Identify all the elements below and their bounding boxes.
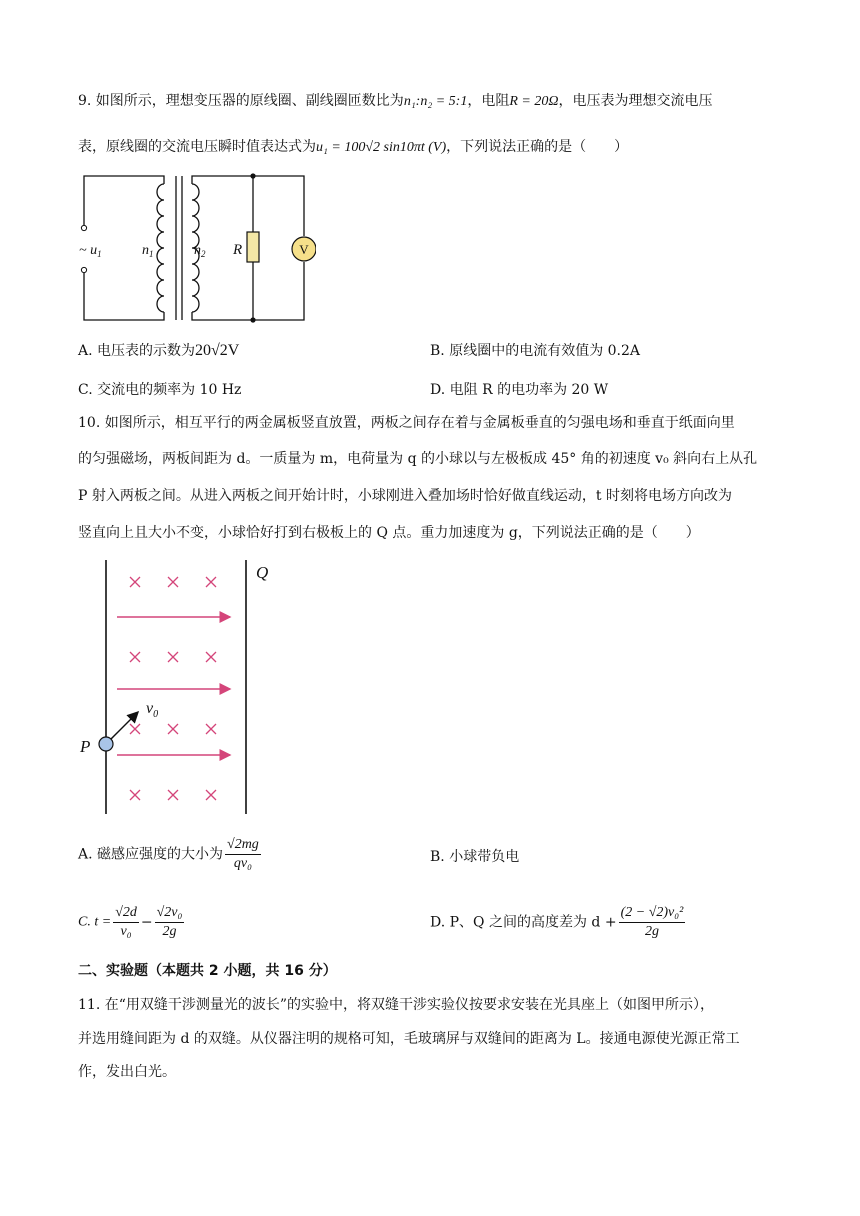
q9-option-d: D. 电阻 R 的电功率为 20 W bbox=[430, 382, 609, 398]
n2-label: n bbox=[194, 243, 201, 258]
q10-line1: 10. 如图所示，相互平行的两金属板竖直放置，两板之间存在着与金属板垂直的匀强电场和垂直于纸面向里 bbox=[78, 415, 735, 431]
q11-line3: 作，发出白光。 bbox=[78, 1064, 176, 1080]
charged-ball bbox=[99, 737, 113, 751]
q9-line1: 9. 如图所示，理想变压器的原线圈、副线圈匝数比为n₁:n₂ = 5:1，电阻R = 20Ω，电压表为理想交流电压 bbox=[78, 93, 713, 109]
svg-text:n1: $n_1$ bbox=[142, 243, 154, 259]
q-point-label: Q bbox=[256, 563, 269, 582]
section-heading: 二、实验题（本题共 2 小题，共 16 分） bbox=[78, 963, 337, 979]
q11-line1: 11. 在“用双缝干涉测量光的波长”的实验中，将双缝干涉实验仪按要求安装在光具座上（如图甲所示）， bbox=[78, 997, 715, 1013]
resistor-symbol bbox=[247, 232, 259, 262]
q10-option-b: B. 小球带负电 bbox=[430, 849, 520, 865]
q10-option-a: A. 磁感应强度的大小为 $\frac{√2mg}{\text{qv₀}}$ bbox=[78, 837, 259, 871]
q10-line2: 的匀强磁场，两板间距为 d。一质量为 m，电荷量为 q 的小球以与左极板成 45° 角的初速度 v₀ 斜向右上从孔 bbox=[78, 451, 758, 467]
q11-line2: 并选用缝间距为 d 的双缝。从仪器注明的规格可知，毛玻璃屏与双缝间的距离为 L。接通电源使光源正常工 bbox=[78, 1031, 740, 1047]
n1-label: n bbox=[142, 243, 149, 258]
q9-line2: 表，原线圈的交流电压瞬时值表达式为u₁ = 100√2 sin10πt (V)，下列说法正确的是（ ） bbox=[78, 139, 629, 155]
q10-option-c: C. t = $\frac{√2d}{\text{v₀}}$ − $\frac{\text{√2v₀}}{2g}$ bbox=[78, 905, 183, 939]
svg-text:n2: $n_2$ bbox=[194, 243, 206, 259]
q9-option-b: B. 原线圈中的电流有效值为 0.2A bbox=[430, 343, 641, 359]
p-point-label: P bbox=[80, 737, 91, 756]
v0-label: v bbox=[146, 700, 154, 717]
voltmeter-label: V bbox=[299, 242, 309, 257]
svg-text:v0: $v_0$ bbox=[146, 700, 159, 720]
transformer-circuit-diagram bbox=[76, 170, 316, 328]
resistor-label: R bbox=[233, 242, 243, 258]
q10-option-d: D. P、Q 之间的高度差为 d + $\frac{\text{(2 − √2)v₀²}}{2g}$ bbox=[430, 905, 684, 939]
q9-option-c: C. 交流电的频率为 10 Hz bbox=[78, 382, 242, 398]
svg-text:~ u1: ~ $u_1$ bbox=[79, 243, 102, 259]
q10-line4: 竖直向上且大小不变，小球恰好打到右极板上的 Q 点。重力加速度为 g，下列说法正确的是（ ） bbox=[78, 525, 700, 541]
q9-option-a: A. 电压表的示数为20√2V bbox=[78, 342, 240, 359]
q10-line3: P 射入两板之间。从进入两板之间开始计时，小球刚进入叠加场时恰好做直线运动，t 时刻将电场方向改为 bbox=[78, 488, 732, 504]
source-label: ~ u bbox=[79, 243, 98, 258]
field-plates-diagram bbox=[72, 556, 282, 818]
electric-field-arrows bbox=[117, 617, 230, 755]
